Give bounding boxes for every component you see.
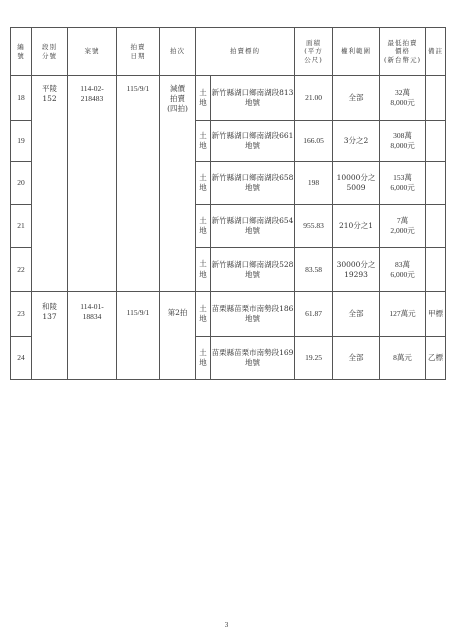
header-no: 編號: [11, 28, 32, 76]
row-remark: [426, 205, 446, 248]
row-rights: 全部: [333, 337, 380, 380]
row-rights: 全部: [333, 76, 380, 121]
row-round: 第2拍: [160, 292, 196, 380]
row-rights: 全部: [333, 292, 380, 337]
row-rights: 10000分之 5009: [333, 162, 380, 205]
page-number: 3: [224, 621, 229, 629]
row-object: 新竹縣湖口鄉南湖段528地號: [211, 248, 295, 292]
row-no: 21: [11, 205, 32, 248]
row-land-type: 土地: [196, 248, 211, 292]
row-object: 新竹縣湖口鄉南湖段654地號: [211, 205, 295, 248]
row-area: 83.58: [295, 248, 333, 292]
row-land-type: 土地: [196, 162, 211, 205]
row-no: 18: [11, 76, 32, 121]
row-min-price: 83萬 6,000元: [380, 248, 426, 292]
row-land-type: 土地: [196, 76, 211, 121]
row-no: 22: [11, 248, 32, 292]
header-area: 面積 (平方 公尺): [295, 28, 333, 76]
row-case-no: 114-01- 18834: [68, 292, 117, 380]
row-min-price: 7萬 2,000元: [380, 205, 426, 248]
row-area: 61.87: [295, 292, 333, 337]
row-remark: [426, 121, 446, 162]
row-area: 955.83: [295, 205, 333, 248]
header-round: 拍次: [160, 28, 196, 76]
header-row: [11, 28, 446, 76]
table-row: [11, 292, 446, 337]
header-auction-date: 拍賣 日期: [117, 28, 160, 76]
row-remark: [426, 76, 446, 121]
row-remark: 乙標: [426, 337, 446, 380]
header-rights: 權利範圍: [333, 28, 380, 76]
row-remark: [426, 248, 446, 292]
row-min-price: 32萬 8,000元: [380, 76, 426, 121]
row-min-price: 127萬元: [380, 292, 426, 337]
row-no: 23: [11, 292, 32, 337]
row-area: 19.25: [295, 337, 333, 380]
header-object: 拍賣標的: [196, 28, 295, 76]
row-object: 新竹縣湖口鄉南湖段813地號: [211, 76, 295, 121]
row-no: 20: [11, 162, 32, 205]
row-area: 21.00: [295, 76, 333, 121]
row-land-type: 土地: [196, 205, 211, 248]
row-auction-date: 115/9/1: [117, 292, 160, 380]
header-case-no: 案號: [68, 28, 117, 76]
row-object: 新竹縣湖口鄉南湖段658地號: [211, 162, 295, 205]
row-remark: 甲標: [426, 292, 446, 337]
row-min-price: 308萬 8,000元: [380, 121, 426, 162]
row-section: 和陵 137: [32, 292, 68, 380]
row-section: 平陵 152: [32, 76, 68, 292]
header-min-price: 最低拍賣 價格 (新台幣元): [380, 28, 426, 76]
row-min-price: 153萬 6,000元: [380, 162, 426, 205]
row-object: 苗栗縣苗栗市南勢段186地號: [211, 292, 295, 337]
auction-table: [10, 27, 446, 380]
row-rights: 30000分之 19293: [333, 248, 380, 292]
row-rights: 210分之1: [333, 205, 380, 248]
header-remark: 備註: [426, 28, 446, 76]
row-case-no: 114-02- 218483: [68, 76, 117, 292]
row-land-type: 土地: [196, 121, 211, 162]
row-round: 減價 拍賣 (四拍): [160, 76, 196, 292]
row-land-type: 土地: [196, 337, 211, 380]
row-object: 新竹縣湖口鄉南湖段661地號: [211, 121, 295, 162]
row-no: 24: [11, 337, 32, 380]
table-row: [11, 76, 446, 121]
row-rights: 3分之2: [333, 121, 380, 162]
header-section: 段別 分號: [32, 28, 68, 76]
row-no: 19: [11, 121, 32, 162]
row-remark: [426, 162, 446, 205]
row-object: 苗栗縣苗栗市南勢段169地號: [211, 337, 295, 380]
row-auction-date: 115/9/1: [117, 76, 160, 292]
row-area: 198: [295, 162, 333, 205]
row-area: 166.05: [295, 121, 333, 162]
row-land-type: 土地: [196, 292, 211, 337]
row-min-price: 8萬元: [380, 337, 426, 380]
